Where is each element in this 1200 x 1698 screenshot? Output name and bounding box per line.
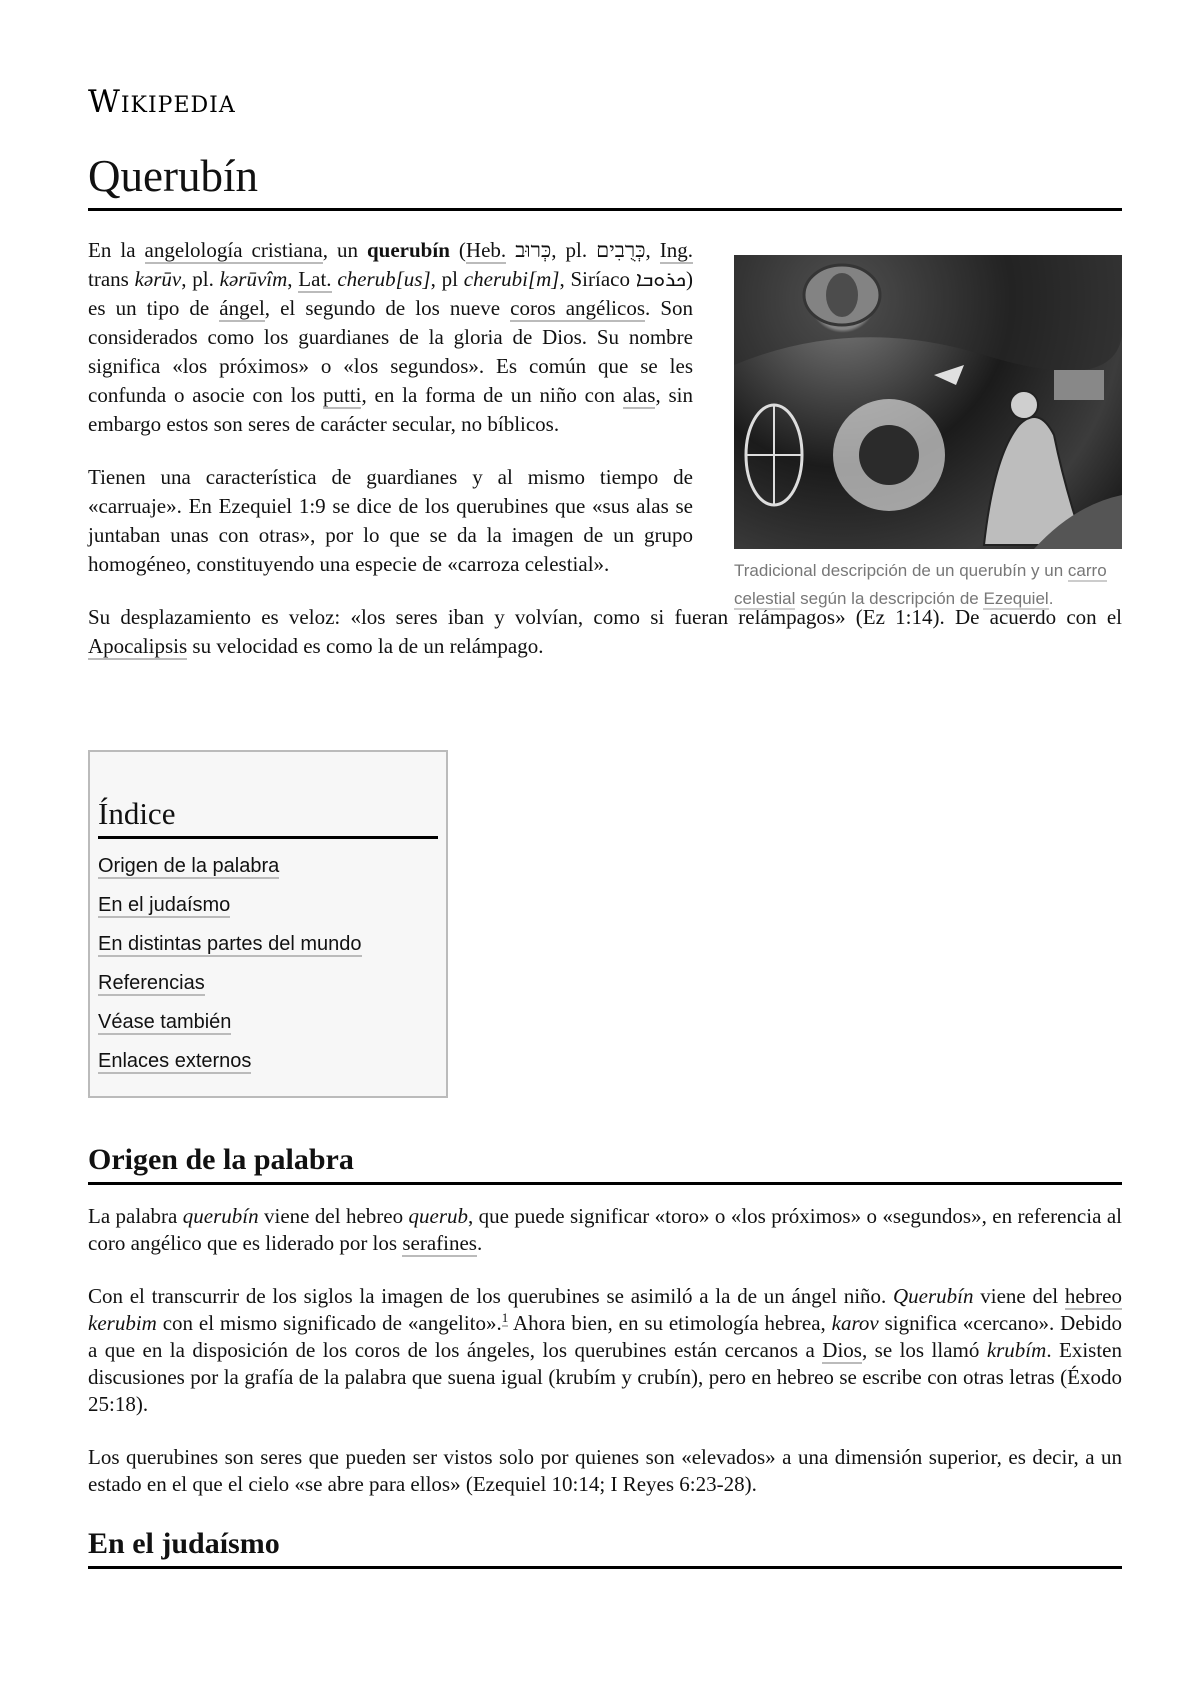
lead-paragraph: Tienen una característica de guardianes y al mismo tiempo de «carruaje». En Ezequiel 1:9 se dice de los querubines que «sus alas se juntaban unas con otras», por lo que se da la imagen de un grupo homogéneo, constituyendo una especie de «carroza celestial». (88, 465, 693, 576)
inline-link[interactable]: putti (322, 383, 362, 407)
toc-item[interactable] (98, 1003, 438, 1042)
toc-item[interactable] (98, 964, 438, 1003)
reference-footnote[interactable]: 1 (501, 1310, 509, 1325)
inline-link[interactable]: hebreo (1064, 1284, 1122, 1308)
toc-item-label[interactable]: Véase también (98, 1011, 232, 1033)
toc-item[interactable] (98, 1042, 438, 1081)
inline-link[interactable]: serafines (402, 1231, 477, 1255)
inline-link[interactable]: Heb. (465, 238, 507, 262)
toc-item[interactable] (98, 886, 438, 925)
toc-title: Índice (98, 794, 438, 839)
wikipedia-logo[interactable]: Wikipedia (88, 84, 236, 120)
italic-term: krubím (986, 1338, 1047, 1362)
engraving-illustration-icon (734, 255, 1122, 549)
lead-paragraph: Su desplazamiento es veloz: «los seres iban y volvían, como si fueran relámpagos» (Ez 1:14). De acuerdo con el Apocalipsis su velocidad es como la de un relámpago. (88, 605, 1122, 658)
table-of-contents (88, 750, 448, 1098)
inline-link[interactable]: coros angélicos (510, 296, 645, 320)
section-paragraph: Los querubines son seres que pueden ser vistos solo por quienes son «elevados» a una dimensión superior, es decir, a un estado en el que el cielo «se abre para ellos» (Ezequiel 10:14; I Reyes 6:23-28). (88, 1445, 1122, 1496)
section-judaismo (88, 1524, 1122, 1569)
section-paragraph: Con el transcurrir de los siglos la imagen de los querubines se asimiló a la de un ángel niño. Querubín viene del hebreo kerubim con el mismo significado de «angelito».$^1$ Ahora bien, en su etimología hebrea, karov significa «cercano». Debido a que en la disposición de los coros de los ángeles, los querubines están cercanos a Dios, se los llamó krubím. Existen discusiones por la grafía de la palabra que suena igual (krubím y crubín), pero en hebreo se escribe con otras letras (Éxodo 25:18). (88, 1284, 1122, 1416)
inline-link[interactable]: Ing. (659, 238, 694, 262)
page-title: Querubín (88, 146, 1122, 211)
inline-link[interactable]: Apocalipsis (88, 634, 188, 658)
italic-term: Querubín (893, 1284, 974, 1308)
italic-term: cherubi[m] (463, 267, 560, 291)
inline-link[interactable]: Dios (822, 1338, 862, 1362)
lead-paragraph: En la angelología cristiana, un querubín (Heb. כְּרוּב, pl. כְּרֻבִים, Ing. trans kərūv, pl. kərūvîm, Lat. cherub[us], pl cherubi[m], Siríaco ܟܪܘܒܐ) es un tipo de ángel, el segundo de los nueve coros angélicos. Son considerados como los guardianes de la gloria de Dios. Su nombre significa «los próximos» o «los segundos». Es común que se les confunda o asocie con los putti, en la forma de un niño con alas, sin embargo estos son seres de carácter secular, no bíblicos. (88, 238, 694, 436)
toc-list (98, 847, 438, 1081)
inline-link[interactable]: carro celestial (734, 561, 1107, 608)
ezekiel-vision-engraving[interactable] (734, 255, 1122, 549)
inline-link[interactable]: Ezequiel (983, 589, 1049, 608)
article-sections (88, 1140, 1122, 1587)
section-origen (88, 1140, 1122, 1498)
article-body (88, 236, 1122, 685)
inline-link[interactable]: angelología cristiana (144, 238, 323, 262)
toc-item-label[interactable]: Referencias (98, 972, 205, 994)
toc-item-label[interactable]: Origen de la palabra (98, 855, 280, 877)
italic-term: querubín (182, 1204, 259, 1228)
section-heading: Origen de la palabra (88, 1140, 1122, 1185)
italic-term: cherub[us] (337, 267, 431, 291)
inline-link[interactable]: ángel (219, 296, 265, 320)
italic-term: kərūvîm (219, 267, 288, 291)
toc-item[interactable] (98, 847, 438, 886)
italic-term: querub (408, 1204, 469, 1228)
italic-term: karov (831, 1311, 879, 1335)
inline-link[interactable]: alas (622, 383, 656, 407)
toc-item-label[interactable]: En el judaísmo (98, 894, 231, 916)
italic-term: kerubim (88, 1311, 157, 1335)
toc-item[interactable] (98, 925, 438, 964)
bold-term: querubín (367, 238, 450, 262)
section-paragraph: La palabra querubín viene del hebreo querub, que puede significar «toro» o «los próximos» o «segundos», en referencia al coro angélico que es liderado por los serafines. (88, 1204, 1122, 1255)
toc-item-label[interactable]: En distintas partes del mundo (98, 933, 362, 955)
section-heading: En el judaísmo (88, 1524, 1122, 1569)
toc-item-label[interactable]: Enlaces externos (98, 1050, 252, 1072)
figure-caption: Tradicional descripción de un querubín y un carro celestial según la descripción de Ezequiel. (734, 561, 1107, 608)
inline-link[interactable]: Lat. (298, 267, 332, 291)
infobox-figure (734, 255, 1122, 613)
italic-term: kərūv (134, 267, 182, 291)
